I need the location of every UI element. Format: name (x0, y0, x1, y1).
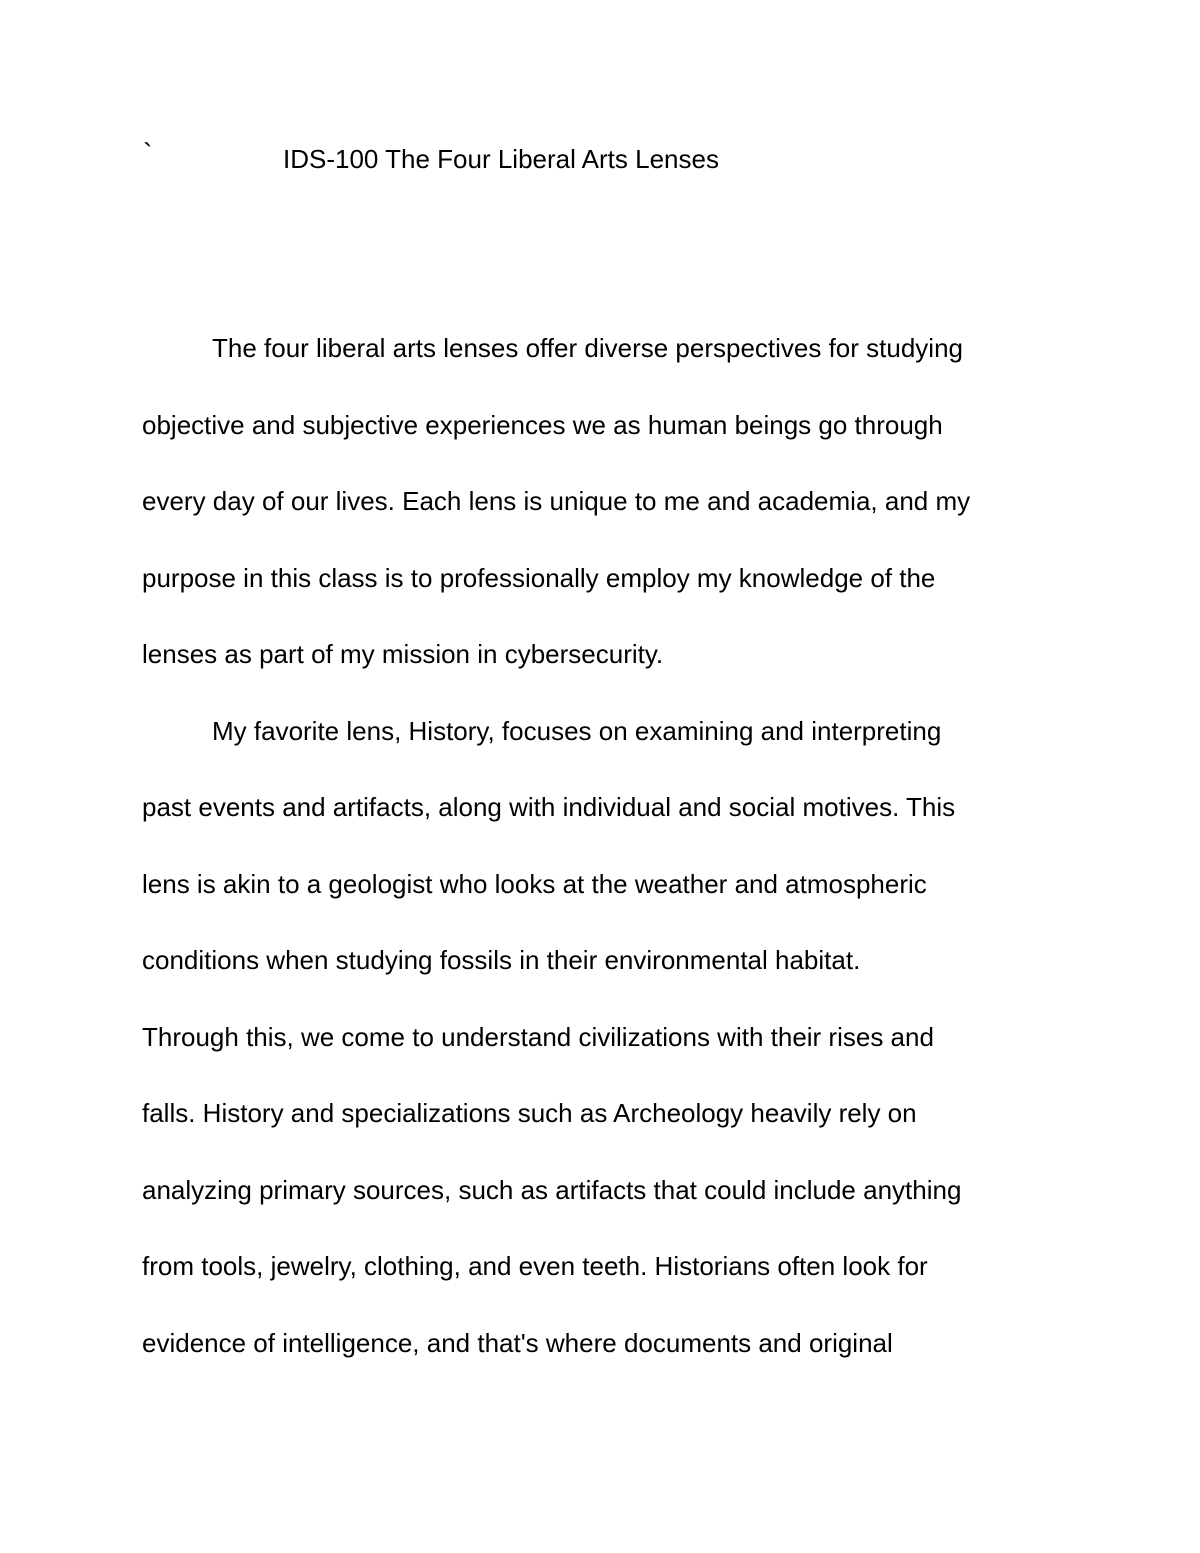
paragraph-history-lens (142, 708, 1200, 1397)
text-line: from tools, jewelry, clothing, and even teeth. Historians often look for (142, 1251, 928, 1281)
document-title: IDS-100 The Four Liberal Arts Lenses (283, 144, 719, 174)
text-line: analyzing primary sources, such as artifacts that could include anything (142, 1174, 962, 1205)
text-line: evidence of intelligence, and that's where documents and original (142, 1327, 893, 1358)
paragraph-introduction (142, 325, 1200, 708)
text-line: lenses as part of my mission in cybersecurity. (142, 639, 664, 669)
text-line: past events and artifacts, along with individual and social motives. This (142, 792, 956, 822)
text-line: objective and subjective experiences we as human beings go through (142, 409, 943, 440)
text-line: Through this, we come to understand civilizations with their rises and (142, 1021, 934, 1052)
text-line: The four liberal arts lenses offer diverse perspectives for studying (212, 333, 963, 363)
text-line: lens is akin to a geologist who looks at the weather and atmospheric (142, 868, 927, 899)
text-line: conditions when studying fossils in their environmental habitat. (142, 945, 861, 975)
text-line: purpose in this class is to professionally employ my knowledge of the (142, 562, 936, 593)
text-line: My favorite lens, History, focuses on examining and interpreting (212, 715, 942, 746)
text-line: falls. History and specializations such as Archeology heavily rely on (142, 1098, 917, 1128)
document-body (142, 325, 1200, 1396)
text-line: every day of our lives. Each lens is unique to me and academia, and my (142, 486, 971, 516)
stray-backtick-mark: ` (143, 138, 153, 169)
